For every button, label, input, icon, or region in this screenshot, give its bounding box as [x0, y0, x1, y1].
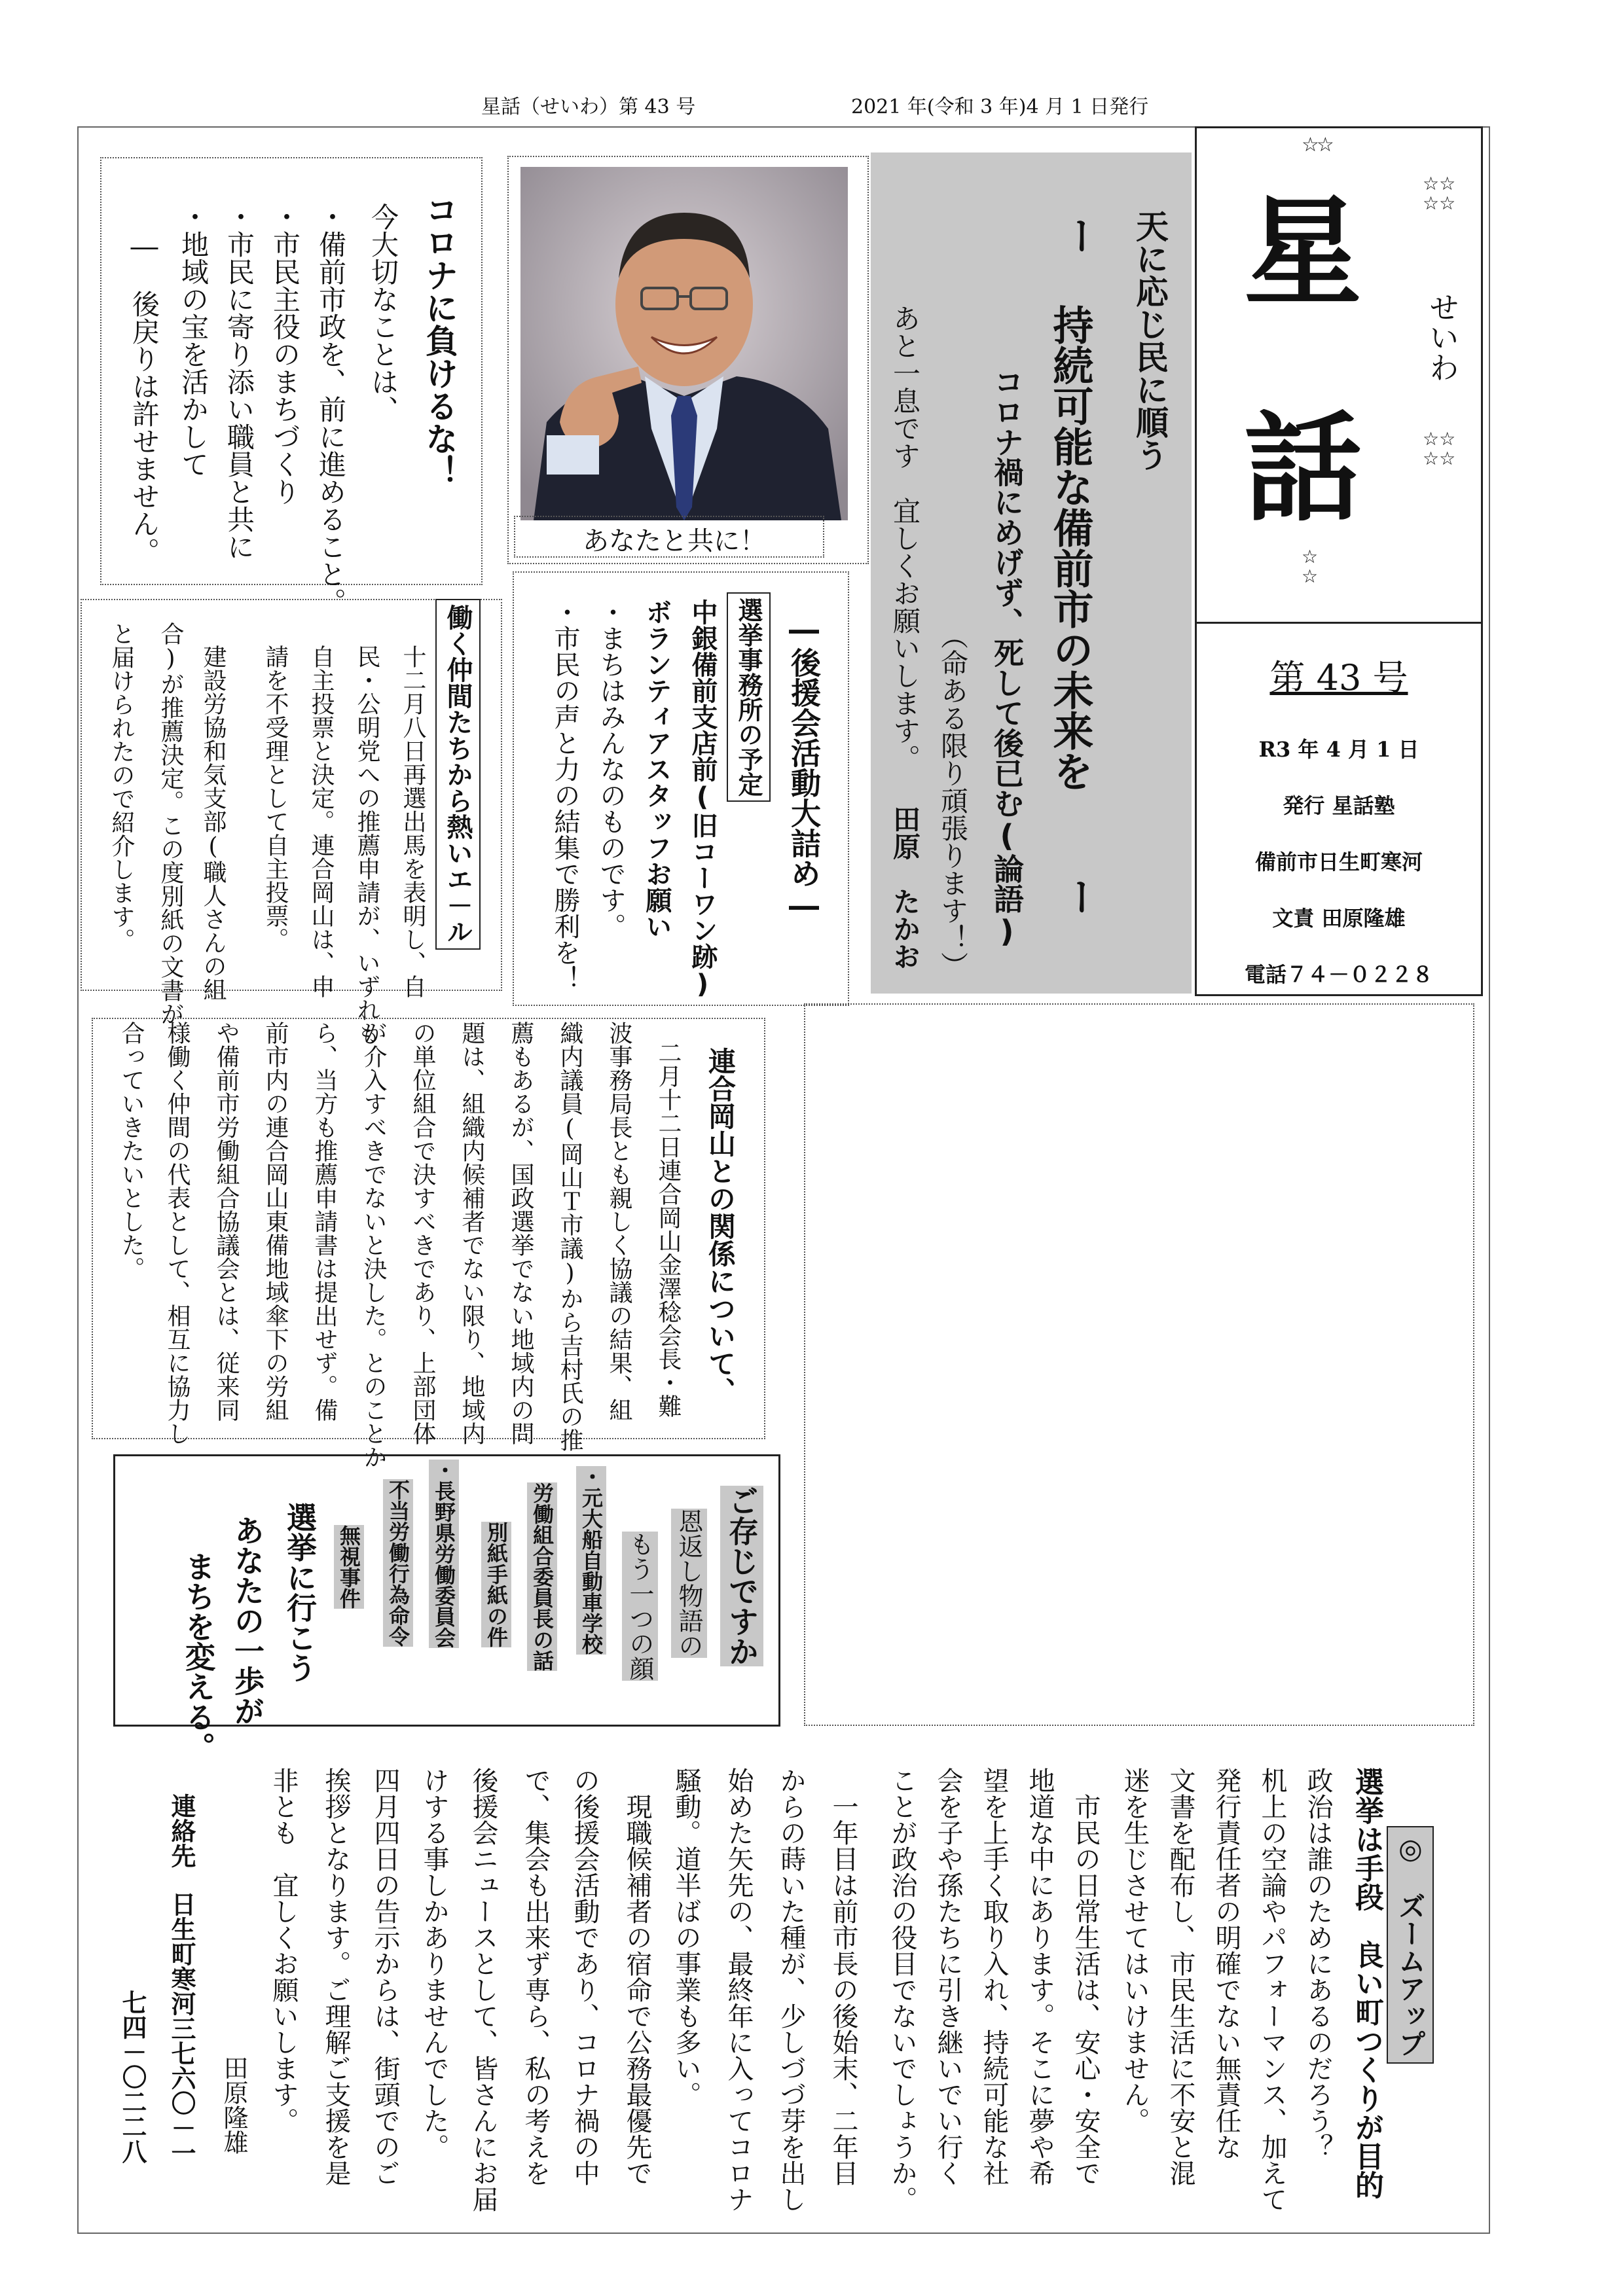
zoom-line-11: 一年目は前市長の後始末、二年目	[828, 1767, 858, 2186]
zoom-line-19: けする事しかありませんでした。	[419, 1767, 449, 2160]
info-slogan-3: まちを変える。	[181, 1551, 216, 1762]
zoom-line-14: 騒動。道半ばの事業も多い。	[671, 1767, 701, 2108]
publisher: 発行 星話塾	[1283, 793, 1395, 818]
rengo-title: 連合岡山との関係について、	[704, 1047, 737, 1405]
corona-line-3: ・市民主役のまちづくり	[269, 203, 301, 505]
masthead-stars-right: ☆☆☆☆	[1423, 173, 1456, 214]
zoom-line-20: 四月四日の告示からは、街頭でのご	[370, 1767, 400, 2186]
masthead-stars-bottom: ☆☆	[1302, 546, 1319, 587]
editor: 文責 田原隆雄	[1272, 906, 1406, 931]
support-line-2: ボランティアスタッフお願い	[642, 599, 672, 939]
workers-line-5: 建設労協和気支部(職人さんの組	[200, 645, 227, 1001]
info-item-2: もう一つの顔	[622, 1532, 658, 1681]
rengo-line-10: や備前市労働組合協議会とは、従来同	[213, 1021, 240, 1422]
zoom-line-3: 発行責任者の明確でない無責任な	[1211, 1767, 1241, 2160]
issue-date: R3 年 4 月 1 日	[1258, 737, 1419, 762]
zoom-line-18: 後援会ニュースとして、皆さんにお届	[468, 1767, 498, 2212]
slogan-line5: あと一息です 宜しくお願いします。	[889, 304, 921, 772]
workers-line-3: 自主投票と決定。連合岡山は、申	[308, 645, 335, 998]
workers-line-2: 民・公明党への推薦申請が、いずれも	[354, 645, 380, 1045]
workers-line-4: 請を不受理として自主投票。	[262, 645, 289, 951]
rengo-line-8: ら、当方も推薦申請書は提出せず。備	[311, 1021, 338, 1422]
rengo-line-7: が介入すべきでないと決した。とのことか	[360, 1021, 387, 1469]
zoom-line-5: 迷を生じさせてはいけません。	[1120, 1767, 1150, 2134]
contact-address: 日生町寒河三七六〇－一	[167, 1892, 196, 2165]
zoom-line-22: 非とも 宜しくお願いします。	[268, 1767, 299, 2134]
info-item-6: ・長野県労働委員会	[429, 1460, 459, 1648]
slogan-line2: 持続可能な備前市の未来を	[1046, 304, 1094, 791]
info-item-4: 労働組合委員長の話	[527, 1482, 557, 1671]
zoom-line-13: 始めた矢先の、最終年に入ってコロナ	[723, 1767, 754, 2212]
publisher-address: 備前市日生町寒河	[1254, 850, 1423, 874]
zoom-line-17: で、集会も出来ず専ら、私の考えを	[520, 1767, 551, 2186]
corona-line-1: 今大切なことは、	[367, 203, 399, 423]
corona-title: コロナに負けるな！	[420, 193, 458, 488]
corona-line-5: ・地域の宝を活かして	[177, 203, 210, 478]
info-item-7: 不当労働行為命令	[383, 1479, 413, 1647]
workers-line-6: 合)が推薦決定。この度別紙の文書が	[157, 622, 184, 1026]
workers-line-1: 十二月八日再選出馬を表明し、自	[399, 645, 426, 998]
contact-label: 連絡先	[167, 1793, 196, 1868]
zoom-line-16: の後援会活動であり、コロナ禍の中	[570, 1767, 600, 2186]
rengo-line-1: 二月十二日連合岡山金澤稔会長・難	[655, 1041, 682, 1418]
rengo-line-9: 前市内の連合岡山東備地域傘下の労組	[262, 1021, 289, 1422]
info-item-5: 別紙手紙の件	[481, 1522, 511, 1647]
masthead-reading: せいわ	[1425, 292, 1460, 382]
masthead-stars-top: ☆☆	[1302, 134, 1332, 156]
phone: 電話７４－０２２８	[1244, 962, 1433, 987]
zoom-line-1: 政治は誰のためにあるのだろう？	[1303, 1767, 1333, 2160]
zoom-line-15: 現職候補者の宿命で公務最優先で	[622, 1767, 652, 2186]
rengo-line-2: 波事務局長とも親しく協議の結果、組	[606, 1021, 632, 1422]
slogan-line4: （命ある限り頑張ります！）	[937, 622, 969, 979]
info-title: ご存じですか	[720, 1486, 763, 1666]
slogan-signature: 田原 たかお	[889, 805, 921, 970]
zoom-line-12: からの蒔いた種が、少しづづ芽を出し	[776, 1767, 806, 2212]
slogan-line1: 天に応じ民に順う	[1131, 209, 1169, 471]
rengo-line-5: 題は、組織内候補者でない限り、地域内	[458, 1021, 485, 1445]
corona-line-2: ・備前市政を、前に進めること。	[315, 203, 347, 615]
rengo-line-3: 織内議員(岡山Ｔ市議)から吉村氏の推	[556, 1021, 583, 1452]
workers-title: 働く仲間たちから熱いエ－ル	[435, 599, 481, 950]
info-slogan-1: 選挙に行こう	[282, 1502, 318, 1683]
support-line-1: 中銀備前支店前(旧コーワン跡)	[687, 599, 718, 999]
workers-line-7: と届けられたので紹介します。	[108, 622, 135, 952]
support-subtitle: 選挙事務所の予定	[727, 592, 771, 802]
masthead-stars-mid: ☆☆☆☆	[1423, 428, 1456, 469]
support-line-3: ・まちはみんなのものです。	[596, 599, 626, 939]
header-date-label: 2021 年(令和 3 年)4 月 1 日発行	[851, 96, 1149, 118]
masthead-title-hanashi: 話	[1244, 399, 1362, 537]
issue-number: 第 43 号	[1269, 657, 1408, 698]
zoom-line-6: 市民の日常生活は、安心・安全で	[1070, 1767, 1101, 2186]
zoom-label: ◎ ズームアップ	[1387, 1826, 1434, 2064]
corona-line-6: ― 後戻りは許せません。	[128, 203, 160, 565]
zoom-headline: 選挙は手段 良い町つくりが目的	[1350, 1767, 1383, 2199]
photo-caption: あなたと共に！	[583, 526, 766, 556]
slogan-dash-bottom: ー	[1056, 877, 1102, 916]
zoom-line-2: 机上の空論やパフォーマンス、加えて	[1257, 1767, 1287, 2212]
corona-line-4: ・市民に寄り添い職員と共に	[223, 203, 255, 560]
contact-phone: 七四－〇二二八	[118, 1990, 147, 2164]
masthead-title-hoshi: 星	[1244, 183, 1362, 321]
zoom-line-8: 望を上手く取り入れ、持続可能な社	[979, 1767, 1009, 2186]
info-item-1: 恩返し物語の	[671, 1509, 707, 1658]
zoom-line-10: ことが政治の役目でないでしょうか。	[887, 1767, 917, 2212]
zoom-line-21: 挨拶となります。ご理解ご支援を是	[321, 1767, 351, 2186]
info-item-8: 無視事件	[334, 1525, 364, 1609]
rengo-line-11: 様働く仲間の代表として、相互に協力し	[164, 1021, 191, 1445]
zoom-line-4: 文書を配布し、市民生活に不安と混	[1165, 1767, 1195, 2186]
info-item-3: ・元大船自動車学校	[576, 1466, 606, 1655]
slogan-line3: コロナ禍にめげず、死して後已む(論語)	[989, 367, 1025, 949]
zoom-line-7: 地道な中にあります。そこに夢や希	[1025, 1767, 1055, 2186]
rengo-line-6: の単位組合で決すべきであり、上部団体	[409, 1021, 436, 1445]
zoom-line-9: 会を子や孫たちに引き継いでい行く	[933, 1767, 963, 2186]
masthead-info-box	[1195, 622, 1483, 996]
rengo-line-4: 薦もあるが、国政選挙でない地域内の問	[507, 1021, 534, 1445]
support-title: ―後援会活動大詰め―	[786, 612, 822, 924]
zoom-signature: 田原隆雄	[219, 2055, 248, 2155]
header-issue-label: 星話（せいわ）第 43 号	[481, 96, 696, 118]
candidate-photo	[520, 167, 848, 520]
slogan-dash-top: ー	[1056, 216, 1102, 255]
empty-box	[804, 1003, 1474, 1726]
support-line-4: ・市民の声と力の結集で勝利を！	[550, 599, 580, 992]
rengo-line-12: 合っていきたいとした。	[118, 1021, 145, 1280]
masthead-box	[1195, 126, 1483, 624]
info-slogan-2: あなたの一歩が	[230, 1515, 265, 1726]
